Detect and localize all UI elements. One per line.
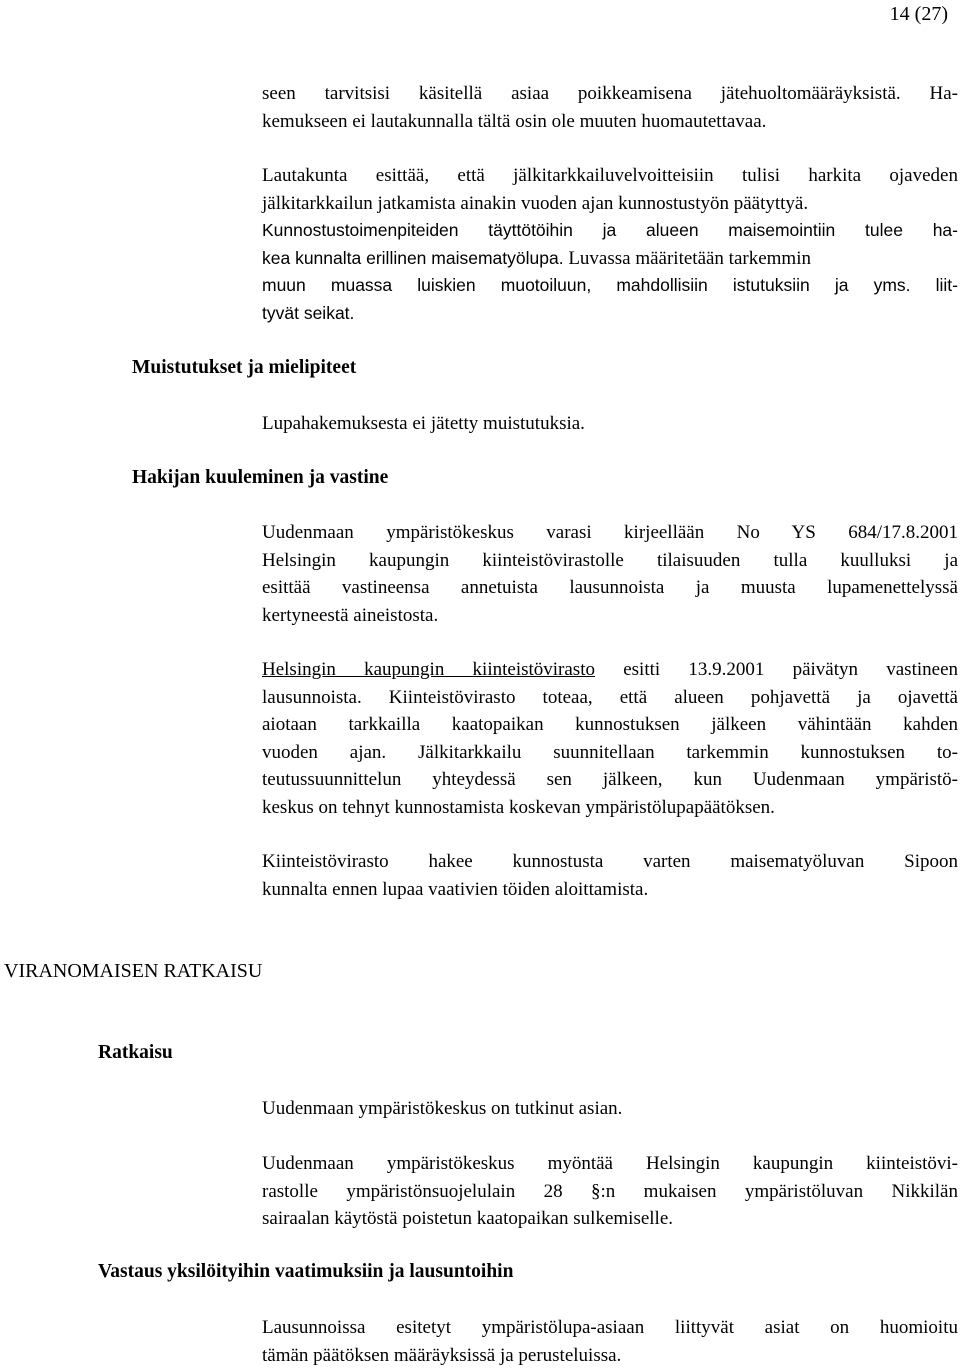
text-line: Lautakunta esittää, että jälkitarkkailuvelvoitteisiin tulisi harkita ojaveden	[262, 162, 958, 190]
text-line: Lupahakemuksesta ei jätetty muistutuksia.	[262, 410, 958, 438]
text-line: tämän päätöksen määräyksissä ja perusteluissa.	[262, 1342, 958, 1369]
text-span: esitti 13.9.2001 päivätyn vastineen	[595, 659, 958, 680]
text-line: jälkitarkkailun jatkamista ainakin vuoden ajan kunnostustyön päätyttyä.	[262, 190, 958, 218]
text-line: keskus on tehnyt kunnostamista koskevan ympäristölupapäätöksen.	[262, 794, 958, 822]
text-line: vuoden ajan. Jälkitarkkailu suunnitellaan tarkemmin kunnostuksen to-	[262, 739, 958, 767]
section-heading-viranomaisen: VIRANOMAISEN RATKAISU	[4, 959, 262, 983]
text-line: kunnalta ennen lupaa vaativien töiden aloittamista.	[262, 876, 958, 904]
text-line: aiotaan tarkkailla kaatopaikan kunnostuksen jälkeen vähintään kahden	[262, 711, 958, 739]
intro-paragraph-2	[262, 162, 958, 327]
vastaus-paragraph	[262, 1314, 958, 1369]
text-line: Kunnostustoimenpiteiden täyttötöihin ja alueen maisemointiin tulee ha-	[262, 217, 958, 245]
page-number: 14 (27)	[890, 2, 948, 26]
section-heading-hakijan: Hakijan kuuleminen ja vastine	[132, 466, 388, 490]
text-line: seen tarvitsisi käsitellä asiaa poikkeamisena jätehuoltomääräyksistä. Ha-	[262, 80, 958, 108]
text-line: esittää vastineensa annetuista lausunnoista ja muusta lupamenettelyssä	[262, 574, 958, 602]
hakijan-paragraph-2	[262, 656, 958, 821]
text-line: Kiinteistövirasto hakee kunnostusta varten maisematyöluvan Sipoon	[262, 848, 958, 876]
text-line-mixed	[262, 656, 958, 684]
text-line: teutussuunnittelun yhteydessä sen jälkeen, kun Uudenmaan ympäristö-	[262, 766, 958, 794]
text-line: lausunnoista. Kiinteistövirasto toteaa, että alueen pohjavettä ja ojavettä	[262, 684, 958, 712]
muistutukset-paragraph	[262, 410, 958, 438]
text-line: Uudenmaan ympäristökeskus varasi kirjeellään No YS 684/17.8.2001	[262, 519, 958, 547]
intro-paragraph-1	[262, 80, 958, 135]
text-line: kemukseen ei lautakunnalla tältä osin ole muuten huomautettavaa.	[262, 108, 958, 136]
section-heading-vastaus: Vastaus yksilöityihin vaatimuksiin ja lausuntoihin	[98, 1260, 513, 1284]
ratkaisu-paragraph-1	[262, 1095, 958, 1123]
hakijan-paragraph-1	[262, 519, 958, 629]
text-line: kertyneestä aineistosta.	[262, 602, 958, 630]
section-heading-muistutukset: Muistutukset ja mielipiteet	[132, 356, 356, 380]
text-line: sairaalan käytöstä poistetun kaatopaikan sulkemiselle.	[262, 1205, 958, 1233]
text-line: Lausunnoissa esitetyt ympäristölupa-asiaan liittyvät asiat on huomioitu	[262, 1314, 958, 1342]
text-line: Helsingin kaupungin kiinteistövirastolle tilaisuuden tulla kuulluksi ja	[262, 547, 958, 575]
underlined-name: Helsingin kaupungin kiinteistövirasto	[262, 659, 595, 680]
ratkaisu-paragraph-2	[262, 1150, 958, 1233]
text-line: rastolle ympäristönsuojelulain 28 §:n mukaisen ympäristöluvan Nikkilän	[262, 1178, 958, 1206]
text-span: kea kunnalta erillinen maisematyölupa.	[262, 248, 564, 268]
text-line: Uudenmaan ympäristökeskus on tutkinut asian.	[262, 1095, 958, 1123]
text-line-mixed	[262, 245, 958, 273]
section-heading-ratkaisu: Ratkaisu	[98, 1041, 173, 1065]
text-line: muun muassa luiskien muotoiluun, mahdollisiin istutuksiin ja yms. liit-	[262, 272, 958, 300]
text-line: Uudenmaan ympäristökeskus myöntää Helsingin kaupungin kiinteistövi-	[262, 1150, 958, 1178]
text-line: tyvät seikat.	[262, 300, 958, 328]
text-span: Luvassa määritetään tarkemmin	[568, 248, 811, 269]
hakijan-paragraph-3	[262, 848, 958, 903]
